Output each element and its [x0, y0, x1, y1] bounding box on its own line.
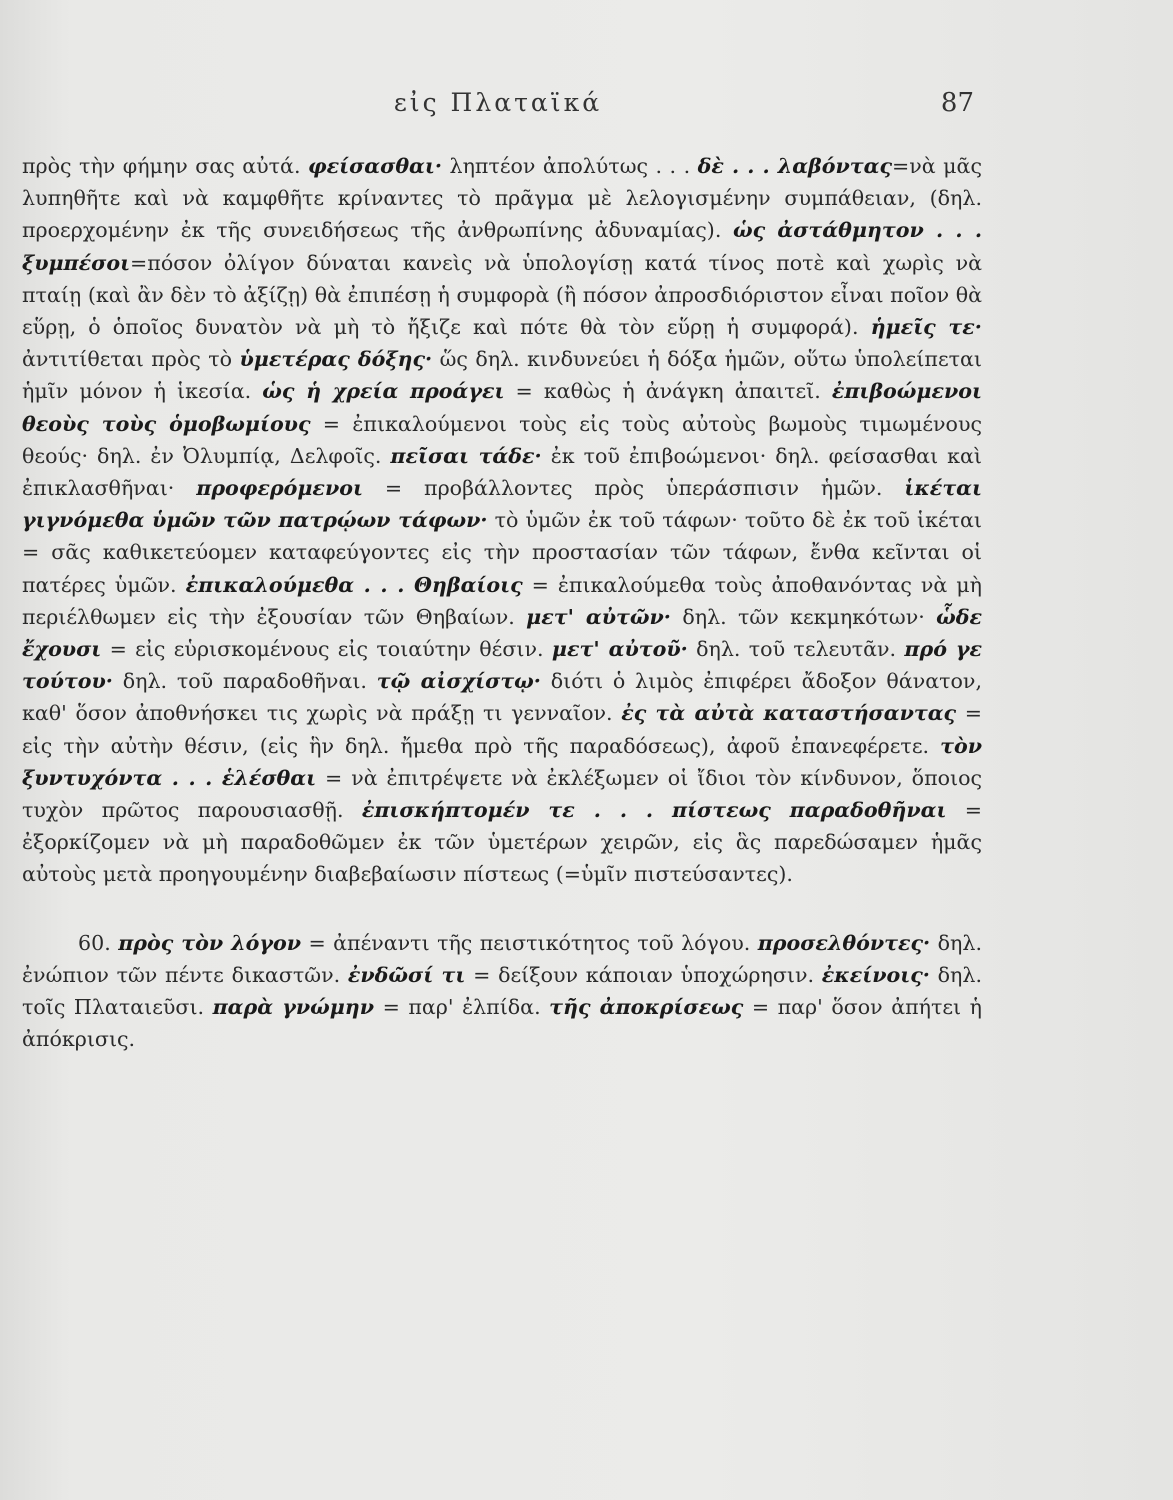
gloss-text: ἐκ τοῦ ἐπιβοώμενοι· δηλ. φείσασθαι καὶ ἐπικλασθῆναι·: [22, 443, 983, 501]
gloss-text: =πόσον ὀλίγον δύναται κανεὶς νὰ ὑπολογίσῃ κατά τίνος ποτὲ καὶ χωρὶς νὰ πταίῃ (καὶ ἂν δὲν τὸ ἀξίζῃ) θὰ ἐπιπέσῃ ἡ συμφορὰ (ἢ πόσον ἀπροσδιόριστον εἶναι ποῖον θὰ εὕρῃ, ὁ ὁποῖος δυνατὸν νὰ μὴ τὸ ἤξιζε καὶ πότε θὰ τὸν εὕρῃ ἡ συμφορά).: [22, 250, 982, 340]
gloss-text: = εἰς τὴν αὐτὴν θέσιν, (εἰς ἣν δηλ. ἤμεθα πρὸ τῆς παραδόσεως), ἀφοῦ ἐπανεφέρετε.: [22, 701, 982, 758]
lemma: πρὸς τὸν λόγον: [118, 930, 302, 955]
gloss-text: = νὰ ἐπιτρέψετε νὰ ἐκλέξωμεν οἱ ἴδιοι τὸν κίνδυνον, ὅποιος τυχὸν πρῶτος παρουσιασθῇ.: [22, 765, 983, 823]
gloss-text: ληπτέον ἀπολύτως . . .: [442, 154, 698, 178]
lemma: πεῖσαι τάδε·: [390, 443, 542, 468]
gloss-text: δηλ. τοῦ τελευτᾶν.: [687, 637, 905, 662]
page-header: [22, 88, 974, 128]
lemma: προφερόμενοι: [196, 476, 363, 501]
gloss-text: = ἀπέναντι τῆς πειστικότητος τοῦ λόγου.: [301, 930, 758, 955]
gloss-text: = καθὼς ἡ ἀνάγκη ἀπαιτεῖ.: [504, 379, 832, 404]
lemma: ἐπισκήπτομέν τε . . . πίστεως παραδοθῆναι: [361, 798, 947, 823]
gloss-text: = προβάλλοντες πρὸς ὑπεράσπισιν ἡμῶν.: [362, 476, 905, 501]
gloss-text: 60.: [78, 930, 119, 955]
gloss-text: = δείξουν κάποιαν ὑποχώρησιν.: [465, 962, 822, 987]
gloss-text: ἀντιτίθεται πρὸς τὸ: [22, 347, 240, 372]
gloss-text: δηλ. τοῖς Πλαταιεῦσι.: [22, 962, 982, 1020]
lemma: ὡς ἡ χρεία προάγει: [262, 379, 505, 404]
gloss-text: = παρ' ἐλπίδα.: [374, 995, 550, 1020]
gloss-text: ὥς δηλ. κινδυνεύει ἡ δόξα ἡμῶν, οὕτω ὑπολείπεται ἡμῖν μόνον ἡ ἱκεσία.: [22, 347, 982, 404]
lemma: τῆς ἀποκρίσεως: [549, 995, 744, 1020]
lemma: μετ' αὐτοῦ·: [551, 637, 688, 662]
lemma: ἐπιβοώμενοι θεοὺς τοὺς ὁμοβωμίους: [22, 379, 982, 436]
gloss-text: τὸ ὑμῶν ἐκ τοῦ τάφων· τοῦτο δὲ ἐκ τοῦ ἱκέται = σᾶς καθικετεύομεν καταφεύγοντες εἰς τὴν προστασίαν τῶν τάφων, ἔνθα κεῖνται οἱ πατέρες ὑμῶν.: [22, 508, 982, 597]
lemma: προσελθόντες·: [757, 930, 931, 955]
lemma: ὑμετέρας δόξης·: [239, 347, 433, 372]
lemma: ἐπικαλούμεθα . . . Θηβαίοις: [185, 572, 523, 597]
gloss-text: δηλ. τοῦ παραδοθῆναι.: [112, 669, 377, 694]
commentary-paragraph-60: [22, 927, 982, 1056]
gloss-text: δηλ. ἐνώπιον τῶν πέντε δικαστῶν.: [22, 930, 982, 987]
lemma: ὡς ἀστάθμητον . . . ξυμπέσοι: [22, 218, 983, 275]
gloss-text: = ἐξορκίζομεν νὰ μὴ παραδοθῶμεν ἐκ τῶν ὑμετέρων χειρῶν, εἰς ἃς παρεδώσαμεν ἡμᾶς αὐτοὺς μετὰ προηγουμένην διαβεβαίωσιν πίστεως (=ὑμῖν πιστεύσαντες).: [22, 798, 982, 887]
commentary-text: [22, 150, 982, 1055]
lemma: τὸν ξυντυχόντα . . . ἑλέσθαι: [22, 733, 982, 790]
lemma: ἐκείνοις·: [821, 962, 930, 987]
lemma: παρὰ γνώμην: [212, 995, 375, 1020]
gloss-text: δηλ. τῶν κεκμηκότων·: [670, 604, 937, 629]
page-number: 87: [940, 88, 974, 118]
lemma: μετ' αὐτῶν·: [526, 604, 671, 629]
lemma: φείσασθαι·: [307, 154, 443, 178]
lemma: ἐς τὰ αὐτὰ καταστήσαντας: [621, 701, 957, 726]
gloss-text: πρὸς τὴν φήμην σας αὐτά.: [22, 154, 308, 178]
gloss-text: =νὰ μᾶς λυπηθῆτε καὶ νὰ καμφθῆτε κρίναντες τὸ πρᾶγμα μὲ λελογισμένην συμπάθειαν, (δηλ. προερχομένην ἐκ τῆς συνειδήσεως τῆς ἀνθρωπίνης ἀδυναμίας).: [22, 154, 982, 243]
gloss-text: = εἰς εὑρισκομένους εἰς τοιαύτην θέσιν.: [101, 637, 552, 662]
lemma: ἐνδῶσί τι: [347, 962, 466, 987]
gloss-text: = ἐπικαλούμεθα τοὺς ἀποθανόντας νὰ μὴ περιέλθωμεν εἰς τὴν ἐξουσίαν τῶν Θηβαίων.: [22, 572, 982, 629]
running-title: εἰς Πλαταϊκά: [393, 88, 603, 117]
commentary-paragraph: [22, 150, 982, 891]
lemma: δὲ . . . λαβόντας: [697, 154, 892, 178]
lemma: ὧδε ἔχουσι: [22, 604, 983, 662]
lemma: τῷ αἰσχίστῳ·: [376, 669, 541, 694]
gloss-text: διότι ὁ λιμὸς ἐπιφέρει ἄδοξον θάνατον, καθ' ὅσον ἀποθνήσκει τις χωρὶς νὰ πράξῃ τι γενναῖον.: [22, 669, 983, 726]
gloss-text: = ἐπικαλούμενοι τοὺς εἰς τοὺς αὐτοὺς βωμοὺς τιμωμένους θεούς· δηλ. ἐν Ὀλυμπίᾳ, Δελφοῖς.: [22, 411, 983, 468]
lemma: ἡμεῖς τε·: [870, 315, 982, 340]
lemma: πρό γε τούτου·: [22, 637, 982, 694]
lemma: ἱκέται γιγνόμεθα ὑμῶν τῶν πατρῴων τάφων·: [22, 476, 982, 533]
gloss-text: = παρ' ὅσον ἀπήτει ἡ ἀπόκρισις.: [22, 995, 982, 1052]
